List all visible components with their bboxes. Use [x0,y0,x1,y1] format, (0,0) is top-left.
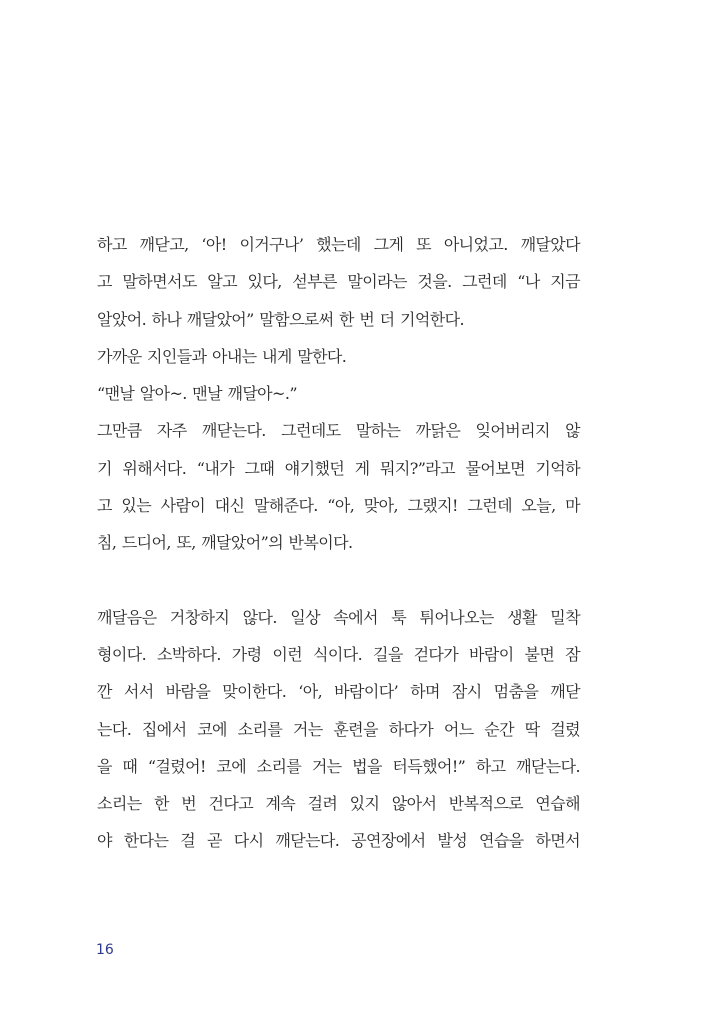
text-line: 가까운 지인들과 아내는 내게 말한다. [97,346,347,366]
text-line: 형이다. 소박하다. 가령 이런 식이다. 길을 걷다가 바람이 불면 잠 [97,644,580,664]
text-line: 깐 서서 바람을 맞이한다. ‘아, 바람이다’ 하며 잠시 멈춤을 깨닫 [97,682,580,702]
text-line: 침, 드디어, 또, 깨달았어”의 반복이다. [97,533,353,553]
text-line: 알았어. 하나 깨달았어” 말함으로써 한 번 더 기억한다. [97,309,464,329]
paragraph-gap [97,562,580,599]
text-line: 고 있는 사람이 대신 말해준다. “아, 맞아, 그랬지! 그런데 오늘, 마 [97,496,580,516]
text-line: 기 위해서다. “내가 그때 얘기했던 게 뭐지?”라고 물어보면 기억하 [97,458,580,478]
text-line: 고 말하면서도 알고 있다, 섣부른 말이라는 것을. 그런데 “나 지금 [97,272,580,292]
text-line: 깨달음은 거창하지 않다. 일상 속에서 툭 튀어나오는 생활 밀착 [97,607,580,627]
text-line: 하고 깨닫고, ‘아! 이거구나’ 했는데 그게 또 아니었고. 깨달았다 [97,235,580,254]
text-line: “맨날 알아~. 맨날 깨달아~.” [97,384,297,404]
text-line: 그만큼 자주 깨닫는다. 그런데도 말하는 까닭은 잊어버리지 않 [97,421,580,441]
text-line: 는다. 집에서 코에 소리를 거는 훈련을 하다가 어느 순간 딱 걸렸 [97,719,580,739]
page-number: 16 [96,942,114,958]
body-text [97,226,580,860]
paragraph-2 [97,599,580,860]
text-line: 야 한다는 걸 곧 다시 깨닫는다. 공연장에서 발성 연습을 하면서 [97,831,580,851]
text-line: 소리는 한 번 건다고 계속 걸려 있지 않아서 반복적으로 연습해 [97,794,580,814]
paragraph-1 [97,226,580,562]
text-line: 을 때 “걸렸어! 코에 소리를 거는 법을 터득했어!” 하고 깨닫는다. [97,756,580,776]
